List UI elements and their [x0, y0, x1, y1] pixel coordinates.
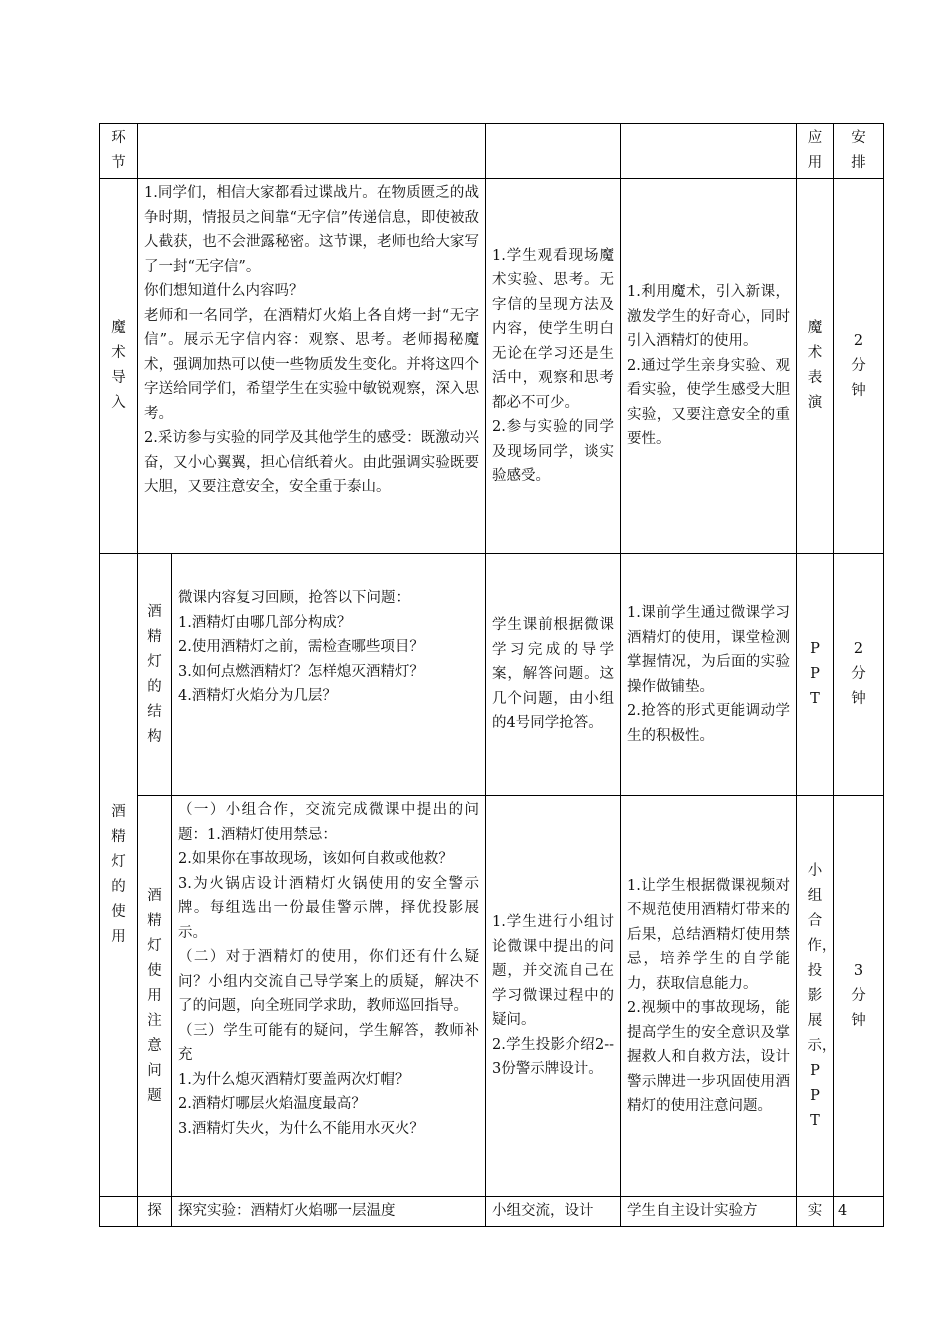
structure-student-line: 学生课前根据微课学习完成的导学案，解答问题。这几个问题，由小组的4号同学抢答。	[492, 617, 614, 732]
caution-time-label: 3分钟	[851, 962, 866, 1029]
structure-time-label: 2分钟	[851, 641, 866, 707]
structure-sub-label: 酒精灯的结构	[147, 603, 162, 745]
header-blank-teacher	[138, 124, 486, 179]
explore-intent-line: 学生自主设计实验方	[627, 1203, 758, 1219]
magic-stage	[100, 179, 138, 554]
magic-stage-label: 魔术导入	[111, 320, 126, 411]
magic-app	[797, 179, 834, 554]
structure-intent-line: 1.课前学生通过微课学习酒精灯的使用，课堂检测掌握情况，为后面的实验操作做铺垫。	[627, 605, 790, 695]
magic-teacher	[138, 179, 486, 554]
header-arrange-label: 安排	[851, 130, 866, 171]
caution-teacher-line: （三）学生可能有的疑问，学生解答，教师补充	[178, 1022, 479, 1063]
magic-student-line: 2.参与实验的同学及现场同学，谈实验感受。	[492, 419, 614, 484]
caution-teacher	[172, 796, 486, 1197]
caution-teacher-line: 2.如果你在事故现场，该如何自救或他救？	[178, 851, 453, 867]
caution-student-line: 2.学生投影介绍2--3份警示牌设计。	[492, 1036, 614, 1078]
explore-row	[100, 1197, 884, 1227]
caution-sub-label: 酒精灯使用注意问题	[147, 887, 162, 1104]
header-stage	[100, 124, 138, 179]
explore-teacher	[172, 1197, 486, 1227]
explore-sub-label: 探	[147, 1203, 162, 1219]
magic-teacher-line: 你们想知道什么内容吗？	[144, 283, 304, 299]
caution-intent-line: 2.视频中的事故现场，能提高学生的安全意识及掌握救人和自救方法，设计警示牌进一步巩固使用酒精灯的使用注意问题。	[627, 1000, 790, 1114]
caution-teacher-line: 2.酒精灯哪层火焰温度最高？	[178, 1096, 366, 1112]
explore-teacher-line: 探究实验：酒精灯火焰哪一层温度	[178, 1203, 396, 1219]
caution-intent	[621, 796, 797, 1197]
magic-teacher-line: 1.同学们，相信大家都看过谍战片。在物质匮乏的战争时期，情报员之间靠“无字信”传递信息，即使被敌人截获，也不会泄露秘密。这节课，老师也给大家写了一封“无字信”。	[144, 185, 479, 275]
explore-sub	[138, 1197, 172, 1227]
header-app-label: 应用	[807, 130, 823, 171]
structure-app	[797, 554, 834, 796]
header-row	[100, 124, 884, 179]
caution-teacher-line: 3.为火锅店设计酒精灯火锅使用的安全警示牌。每组选出一份最佳警示牌，择优投影展示。	[178, 875, 479, 941]
header-blank-student	[486, 124, 621, 179]
caution-app-label: 小组合作，投影展示，PPT	[807, 862, 837, 1129]
caution-sub	[138, 796, 172, 1197]
structure-row	[100, 554, 884, 796]
explore-app	[797, 1197, 834, 1227]
caution-teacher-line: （二）对于酒精灯的使用，你们还有什么疑问？小组内交流自己导学案上的质疑，解决不了的问题，向全班同学求助，教师巡回指导。	[178, 949, 479, 1014]
magic-intent-line: 2.通过学生亲身实验、观看实验，使学生感受大胆实验，又要注意安全的重要性。	[627, 357, 790, 448]
caution-app	[797, 796, 837, 1197]
magic-teacher-line: 老师和一名同学，在酒精灯火焰上各自烤一封“无字信”。展示无字信内容：观察、思考。老师揭秘魔术，强调加热可以使一些物质发生变化。并将这四个字送给同学们，希望学生在实验中敏锐观察，深入思考。	[144, 307, 479, 422]
magic-row	[100, 179, 884, 554]
structure-teacher-line: 1.酒精灯由哪几部分构成？	[178, 614, 352, 631]
caution-teacher-line: 1.为什么熄灭酒精灯要盖两次灯帽？	[178, 1071, 410, 1088]
use-stage-label: 酒精灯的使用	[111, 804, 126, 945]
magic-time	[834, 179, 884, 554]
lesson-plan-table	[99, 123, 884, 1227]
structure-teacher-line: 3.如何点燃酒精灯？怎样熄灭酒精灯？	[178, 663, 424, 680]
magic-teacher-line: 2.采访参与实验的同学及其他学生的感受：既激动兴奋，又小心翼翼，担心信纸着火。由此强调实验既要大胆，又要注意安全，安全重于泰山。	[144, 430, 479, 495]
header-blank-intent	[621, 124, 797, 179]
explore-app-label: 实	[807, 1203, 823, 1219]
magic-intent-line: 1.利用魔术，引入新课，激发学生的好奇心，同时引入酒精灯的使用。	[627, 284, 790, 350]
explore-intent	[621, 1197, 797, 1227]
header-arrange	[834, 124, 884, 179]
magic-student	[486, 179, 621, 554]
caution-intent-line: 1.让学生根据微课视频对不规范使用酒精灯带来的后果，总结酒精灯使用禁忌，培养学生的自学能力，获取信息能力。	[627, 877, 790, 992]
explore-time-label: 4	[838, 1203, 848, 1219]
structure-teacher-line: 微课内容复习回顾，抢答以下问题：	[178, 590, 410, 606]
caution-teacher-line: 3.酒精灯失火，为什么不能用水灭火？	[178, 1120, 424, 1137]
structure-teacher	[172, 554, 486, 796]
magic-app-label: 魔术表演	[807, 320, 823, 411]
header-stage-label: 环节	[111, 130, 126, 171]
structure-time	[834, 554, 884, 796]
structure-teacher-line: 2.使用酒精灯之前，需检查哪些项目？	[178, 639, 424, 655]
magic-time-label: 2分钟	[851, 332, 866, 399]
caution-teacher-line: （一）小组合作，交流完成微课中提出的问题：1.酒精灯使用禁忌：	[178, 802, 479, 843]
caution-student	[486, 796, 621, 1197]
explore-student-line: 小组交流，设计	[492, 1203, 594, 1219]
magic-student-line: 1.学生观看现场魔术实验、思考。无字信的呈现方法及内容，使学生明白无论在学习还是生活中，观察和思考都必不可少。	[492, 247, 614, 411]
structure-intent-line: 2.抢答的形式更能调动学生的积极性。	[627, 703, 790, 744]
structure-student	[486, 554, 621, 796]
caution-row	[100, 796, 884, 1197]
structure-teacher-line: 4.酒精灯火焰分为几层？	[178, 688, 337, 704]
structure-sub	[138, 554, 172, 796]
structure-intent	[621, 554, 797, 796]
use-stage	[100, 554, 138, 1197]
explore-stage-blank	[100, 1197, 138, 1227]
caution-time	[834, 796, 884, 1197]
explore-time	[834, 1197, 884, 1227]
explore-student	[486, 1197, 621, 1227]
header-app	[797, 124, 834, 179]
structure-app-label: PPT	[810, 641, 820, 707]
caution-student-line: 1.学生进行小组讨论微课中提出的问题，并交流自己在学习微课过程中的疑问。	[492, 914, 614, 1029]
magic-intent	[621, 179, 797, 554]
